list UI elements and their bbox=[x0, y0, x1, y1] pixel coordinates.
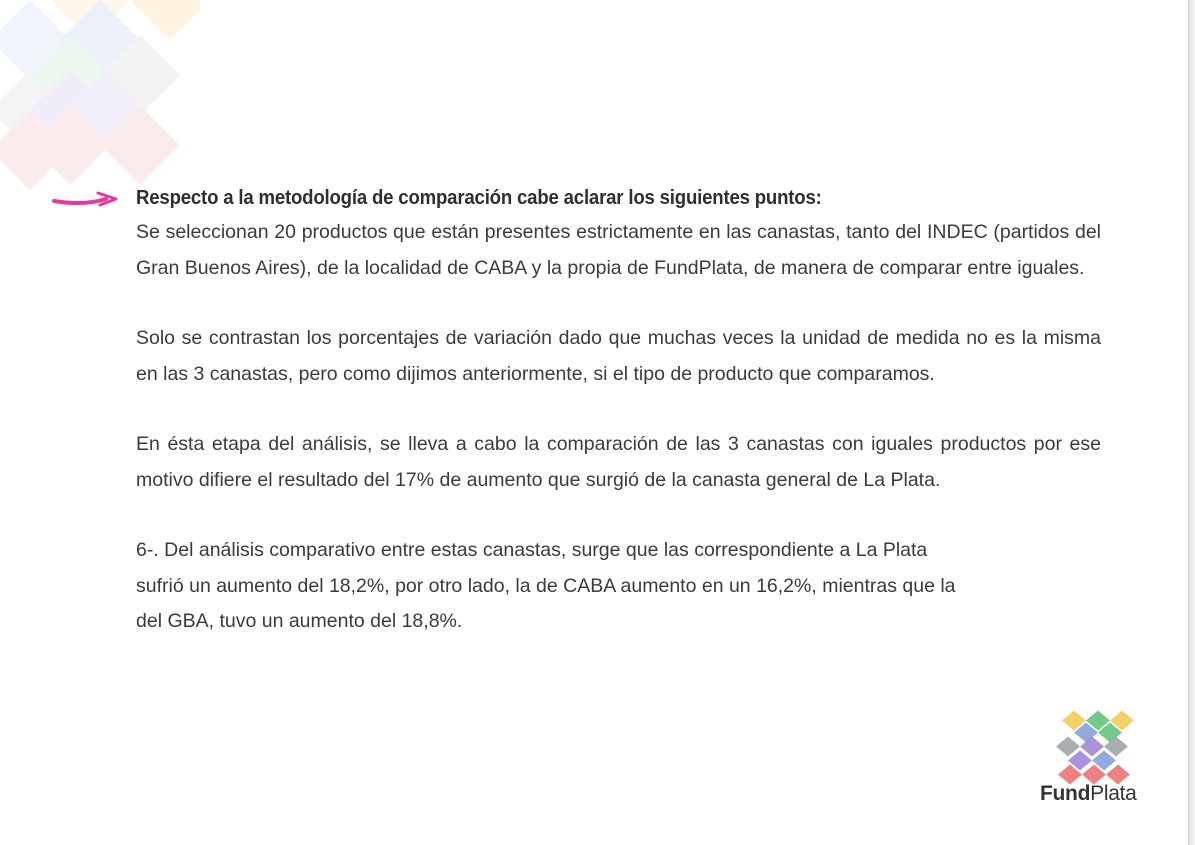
spacer bbox=[136, 286, 1101, 321]
pink-arrow-icon bbox=[50, 188, 120, 210]
spacer bbox=[136, 498, 1101, 533]
fundplata-logo-text bbox=[1040, 782, 1137, 806]
logo-text-bold: Fund bbox=[1040, 782, 1091, 805]
section-heading: Respecto a la metodología de comparación cabe aclarar los siguientes puntos: bbox=[136, 187, 822, 209]
decorative-diamond-pattern bbox=[0, 0, 200, 200]
paragraph-analysis-stage: En ésta etapa del análisis, se lleva a cabo la comparación de las 3 canastas con iguales productos por ese motivo difiere el resultado del 17% de aumento que surgió de la canasta general de La Plata. bbox=[136, 433, 1101, 491]
spacer bbox=[136, 392, 1101, 427]
paragraph-results: 6-. Del análisis comparativo entre estas canastas, surge que las correspondiente a La Plata sufrió un aumento del 18,2%, por otro lado, la de CABA aumento en un 16,2%, mientras que la del GBA, tuvo un aumento del 18,8%. bbox=[136, 539, 956, 632]
page-right-edge bbox=[1188, 0, 1195, 845]
paragraph-variation: Solo se contrastan los porcentajes de variación dado que muchas veces la unidad de medida no es la misma en las 3 canastas, pero como dijimos anteriormente, si el tipo de producto que comparamos. bbox=[136, 327, 1101, 385]
main-content bbox=[136, 183, 1101, 640]
logo-text-light: Plata bbox=[1090, 782, 1137, 805]
paragraph-methodology: Se seleccionan 20 productos que están presentes estrictamente en las canastas, tanto del INDEC (partidos del Gran Buenos Aires), de la localidad de CABA y la propia de FundPlata, de manera de comparar entre iguales. bbox=[136, 221, 1101, 279]
